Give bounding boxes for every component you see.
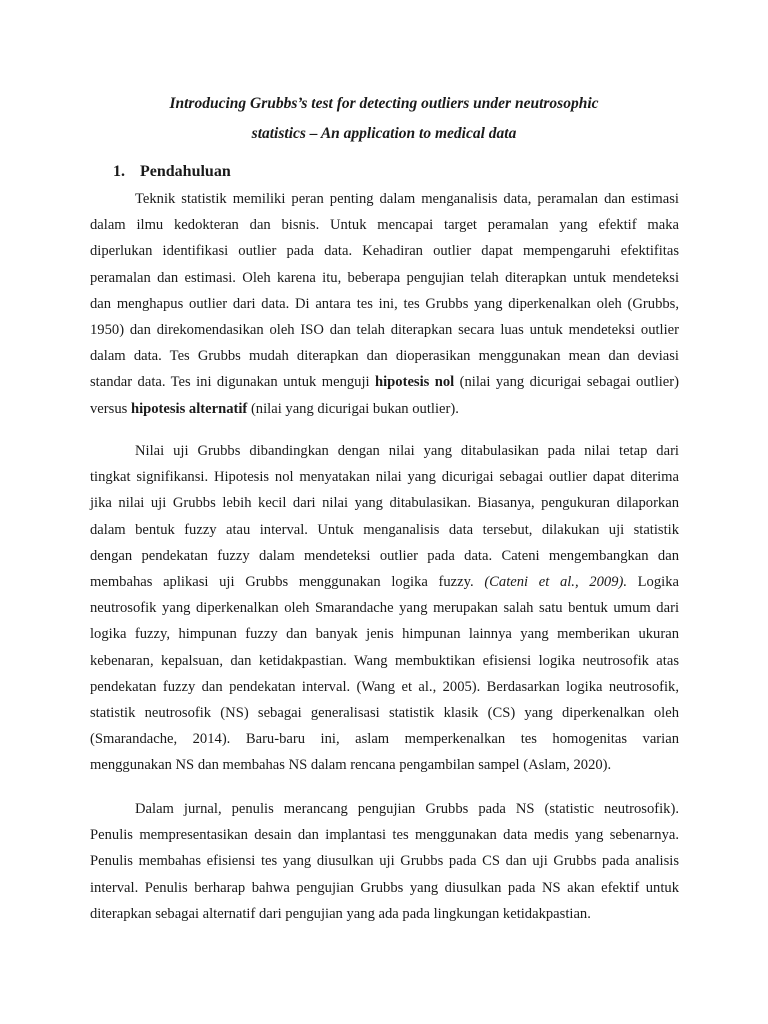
title-line-1: Introducing Grubbs’s test for detecting outliers under neutrosophic: [169, 95, 599, 112]
text-line: [90, 369, 679, 395]
text-run: standar data. Tes ini digunakan untuk menguji: [90, 374, 375, 391]
paragraph-1: [90, 186, 679, 422]
bold-term: hipotesis nol: [375, 374, 455, 391]
text-line: Penulis mempresentasikan desain dan implantasi tes menggunakan data medis yang sebenarnya.: [90, 827, 679, 844]
text-line: peramalan dan estimasi. Oleh karena itu, beberapa pengujian telah diterapkan untuk mendeteksi: [90, 269, 679, 286]
text-run: versus: [90, 400, 131, 417]
text-run: (nilai yang dicurigai bukan outlier).: [247, 400, 459, 417]
text-line: Nilai uji Grubbs dibandingkan dengan nilai yang ditabulasikan pada nilai tetap dari: [135, 443, 679, 459]
paragraph-2: [90, 438, 679, 778]
text-line: dalam data. Tes Grubbs mudah diterapkan dan dioperasikan menggunakan mean dan deviasi: [90, 348, 679, 365]
text-line: Dalam jurnal, penulis merancang pengujian Grubbs pada NS (statistic neutrosofik).: [135, 801, 679, 817]
text-run: (nilai yang dicurigai sebagai outlier): [454, 374, 679, 391]
text-line: statistik neutrosofik (NS) sebagai generalisasi statistik klasik (CS) yang diperkenalkan oleh: [90, 704, 679, 721]
text-line: dalam ilmu kedokteran dan bisnis. Untuk mencapai target peramalan yang efektif maka: [90, 217, 679, 234]
text-line: Penulis membahas efisiensi tes yang diusulkan uji Grubbs pada CS dan uji Grubbs pada analisis: [90, 853, 679, 870]
text-run: membahas aplikasi uji Grubbs menggunakan logika fuzzy.: [90, 573, 485, 590]
paragraph-3: [90, 796, 679, 927]
text-line: diperlukan identifikasi outlier pada data. Kehadiran outlier dapat mempengaruhi efektifitas: [90, 243, 679, 260]
text-line: logika fuzzy, himpunan fuzzy dan banyak jenis himpunan lainnya yang memberikan ukuran: [90, 626, 679, 643]
title-line-2: statistics – An application to medical data: [251, 125, 517, 142]
bold-term: hipotesis alternatif: [130, 400, 248, 417]
text-line: diterapkan sebagai alternatif dari pengujian yang ada pada lingkungan ketidakpastian.: [90, 905, 591, 922]
text-line: kebenaran, kepalsuan, dan ketidakpastian. Wang membuktikan efisiensi logika neutrosofik atas: [90, 652, 679, 669]
text-line: jika nilai uji Grubbs lebih kecil dari nilai yang ditabulasikan. Biasanya, pengukuran dilaporkan: [90, 495, 679, 512]
text-line: (Smarandache, 2014). Baru-baru ini, aslam memperkenalkan tes homogenitas varian: [90, 731, 679, 748]
text-run: Logika: [626, 573, 679, 590]
text-line: Teknik statistik memiliki peran penting dalam menganalisis data, peramalan dan estimasi: [135, 191, 679, 207]
text-line: dan menghapus outlier dari data. Di antara tes ini, tes Grubbs yang diperkenalkan oleh (Grubbs,: [90, 295, 679, 312]
section-number: 1.: [113, 163, 125, 180]
text-line: tingkat signifikansi. Hipotesis nol menyatakan nilai yang dicurigai sebagai outlier dapat diterima: [90, 469, 679, 486]
document-title: [90, 89, 678, 149]
text-line: [90, 396, 679, 422]
text-line: interval. Penulis berharap bahwa pengujian Grubbs yang diusulkan pada NS akan efektif untuk: [90, 879, 679, 896]
text-line: [90, 569, 679, 595]
text-line: dalam bentuk fuzzy atau interval. Untuk menganalisis data tersebut, dilakukan uji statistik: [90, 521, 679, 538]
text-line: neutrosofik yang diperkenalkan oleh Smarandache yang merupakan salah satu bentuk umum dari: [90, 600, 679, 617]
text-line: 1950) dan direkomendasikan oleh ISO dan telah diterapkan secara luas untuk mendeteksi outlier: [90, 321, 679, 338]
section-heading: [113, 158, 231, 186]
citation: (Cateni et al., 2009).: [484, 573, 627, 590]
text-line: pendekatan fuzzy dan pendekatan interval. (Wang et al., 2005). Berdasarkan logika neutrosofik,: [90, 678, 679, 695]
text-line: dengan pendekatan fuzzy dalam mendeteksi outlier pada data. Cateni mengembangkan dan: [90, 547, 679, 564]
text-line: menggunakan NS dan membahas NS dalam rencana pengambilan sampel (Aslam, 2020).: [90, 757, 612, 774]
section-title: Pendahuluan: [140, 163, 231, 180]
